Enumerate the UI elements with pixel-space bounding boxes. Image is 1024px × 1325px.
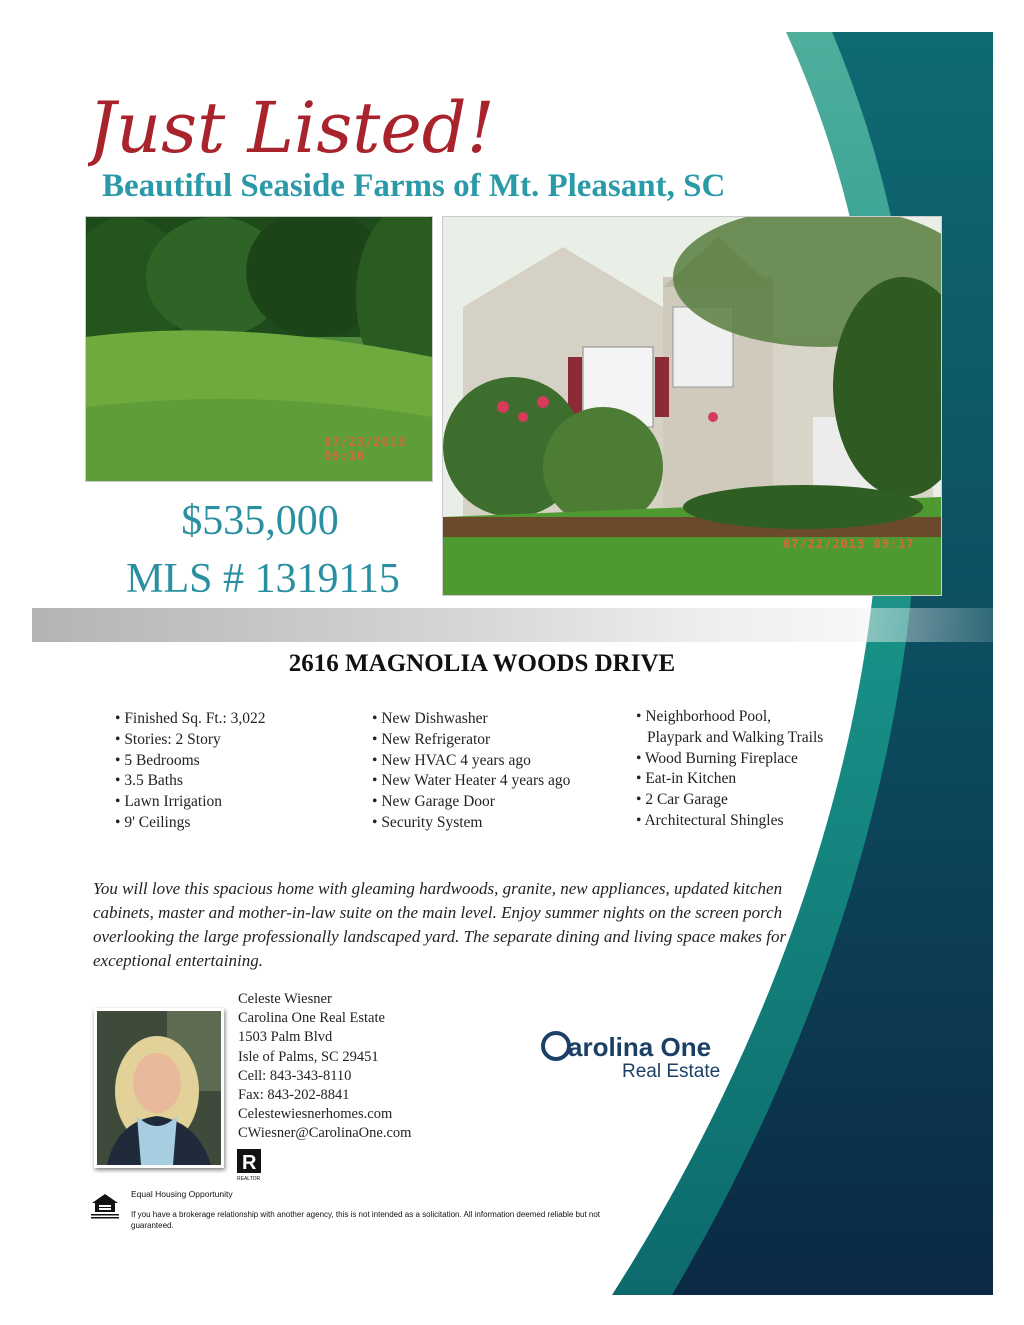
mls-number: MLS # 1319115 bbox=[126, 556, 400, 602]
agent-photo bbox=[94, 1008, 224, 1168]
feature-item: • Wood Burning Fireplace bbox=[636, 749, 823, 770]
features-column-3 bbox=[636, 707, 823, 832]
realtor-logo-icon bbox=[236, 1148, 262, 1182]
feature-item: • New Garage Door bbox=[372, 792, 570, 813]
agent-city: Isle of Palms, SC 29451 bbox=[238, 1048, 379, 1065]
feature-item: • Eat-in Kitchen bbox=[636, 769, 823, 790]
agent-cell: Cell: 843-343-8110 bbox=[238, 1067, 352, 1084]
feature-item: • 2 Car Garage bbox=[636, 790, 823, 811]
equal-housing-label: Equal Housing Opportunity bbox=[131, 1189, 233, 1199]
feature-item: • 9' Ceilings bbox=[115, 813, 266, 834]
feature-item: • Lawn Irrigation bbox=[115, 792, 266, 813]
house-photo bbox=[442, 216, 942, 596]
features-column-1 bbox=[115, 709, 266, 834]
listing-subtitle: Beautiful Seaside Farms of Mt. Pleasant, SC bbox=[102, 168, 726, 204]
feature-item: • 5 Bedrooms bbox=[115, 751, 266, 772]
feature-item: • Finished Sq. Ft.: 3,022 bbox=[115, 709, 266, 730]
disclaimer-text: If you have a brokerage relationship with another agency, this is not intended as a solicitation. All information deemed reliable but not guaranteed. bbox=[131, 1210, 601, 1230]
feature-item: • Security System bbox=[372, 813, 570, 834]
agent-website[interactable]: Celestewiesnerhomes.com bbox=[238, 1106, 393, 1123]
feature-item: • Stories: 2 Story bbox=[115, 730, 266, 751]
svg-text:arolina One: arolina One bbox=[568, 1032, 712, 1062]
feature-item: • Neighborhood Pool, bbox=[636, 707, 823, 728]
svg-text:R: R bbox=[242, 1152, 257, 1174]
lawn-photo-timestamp: 07/23/2013 09:10 bbox=[324, 435, 407, 463]
agent-street: 1503 Palm Blvd bbox=[238, 1029, 333, 1046]
agent-fax: Fax: 843-202-8841 bbox=[238, 1087, 350, 1104]
feature-item: • 3.5 Baths bbox=[115, 771, 266, 792]
carolina-one-logo bbox=[540, 1026, 740, 1086]
just-listed-script-title bbox=[88, 72, 508, 182]
agent-contact-block bbox=[238, 990, 411, 1144]
agent-company: Carolina One Real Estate bbox=[238, 1010, 385, 1027]
feature-item-continued: Playpark and Walking Trails bbox=[647, 728, 824, 746]
features-column-2 bbox=[372, 709, 570, 834]
feature-item: • New Refrigerator bbox=[372, 730, 570, 751]
feature-item: • New Dishwasher bbox=[372, 709, 570, 730]
house-photo-timestamp: 07/22/2013 09:17 bbox=[783, 537, 915, 551]
property-address: 2616 MAGNOLIA WOODS DRIVE bbox=[288, 650, 676, 677]
feature-item: • New HVAC 4 years ago bbox=[372, 751, 570, 772]
property-description: You will love this spacious home with gleaming hardwoods, granite, new appliances, updated kitchen cabinets, master and mother-in-law suite on the main level. Enjoy summer nights on the screen porch overlooking the large professionally landscaped yard. The separate dining and living space makes for exceptional entertaining. bbox=[93, 879, 787, 970]
feature-item: • Architectural Shingles bbox=[636, 811, 823, 832]
listing-price: $535,000 bbox=[181, 498, 339, 544]
gray-divider-band bbox=[32, 608, 993, 642]
lawn-photo bbox=[85, 216, 433, 482]
svg-text:Real Estate: Real Estate bbox=[622, 1061, 721, 1082]
equal-housing-icon bbox=[88, 1192, 122, 1220]
svg-text:REALTOR: REALTOR bbox=[237, 1176, 261, 1182]
agent-email[interactable]: CWiesner@CarolinaOne.com bbox=[238, 1125, 412, 1142]
agent-name: Celeste Wiesner bbox=[238, 991, 332, 1007]
svg-text:Just Listed!: Just Listed! bbox=[88, 87, 495, 169]
feature-item: • New Water Heater 4 years ago bbox=[372, 771, 570, 792]
